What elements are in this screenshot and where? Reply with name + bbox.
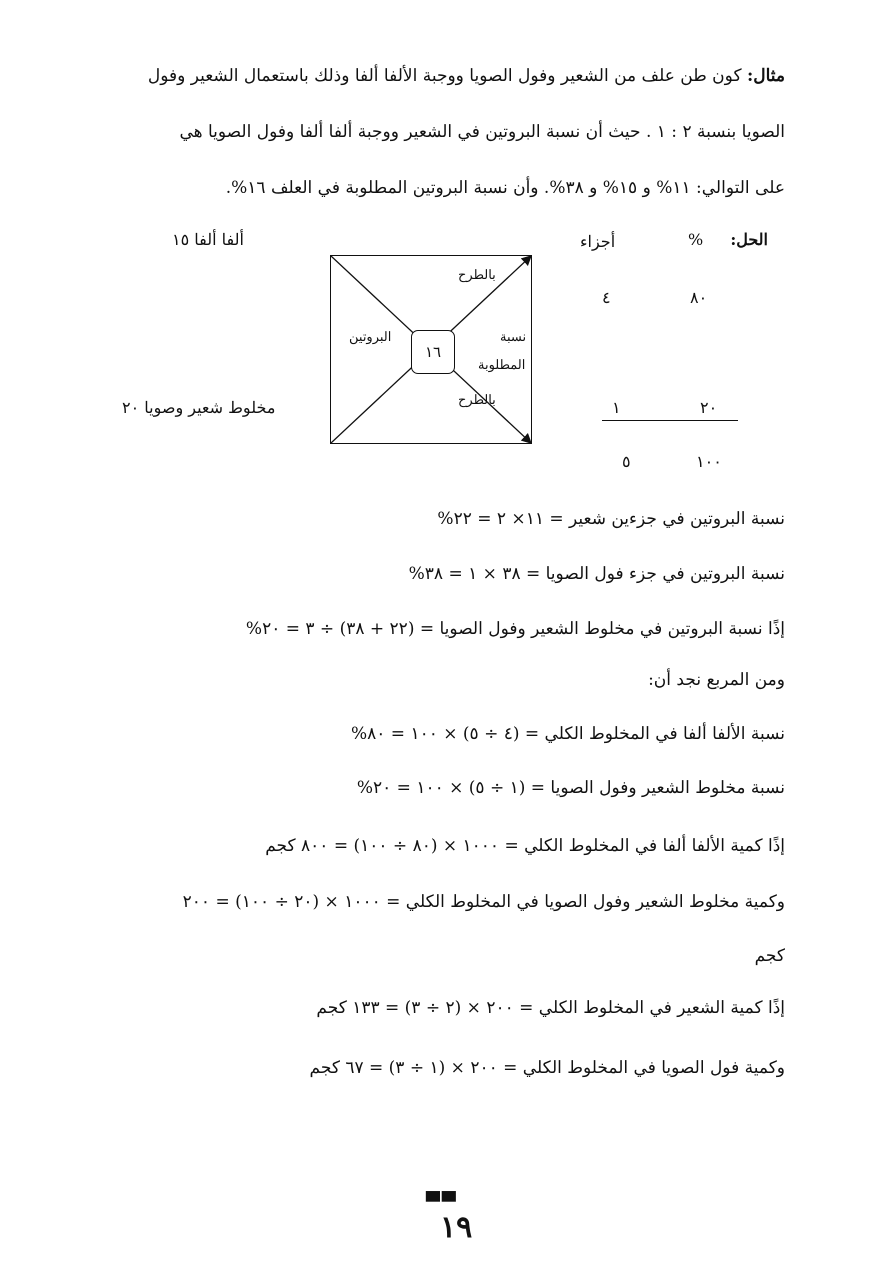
calc-line-2: نسبة البروتين في جزء فول الصويا = ٣٨ × ١ = ٣٨% <box>408 564 785 584</box>
total-parts: ٥ <box>622 452 631 471</box>
alfalfa-label: ألفا ألفا ١٥ <box>172 230 244 249</box>
total-percent: ١٠٠ <box>696 452 722 471</box>
calc-line-7: إذًا كمية الألفا ألفا في المخلوط الكلي = ١٠٠٠ × (٨٠ ÷ ١٠٠) = ٨٠٠ كجم <box>265 836 785 856</box>
sum-divider <box>602 420 738 421</box>
calc-line-3: إذًا نسبة البروتين في مخلوط الشعير وفول الصويا = (٢٢ + ٣٨) ÷ ٣ = ٢٠% <box>245 619 785 639</box>
example-line-3: على التوالي: ١١% و ١٥% و ٣٨%. وأن نسبة البروتين المطلوبة في العلف ١٦%. <box>225 178 785 198</box>
required-protein-box: ١٦ <box>411 330 455 374</box>
calc-line-6: نسبة مخلوط الشعير وفول الصويا = (١ ÷ ٥) × ١٠٠ = ٢٠% <box>356 778 785 798</box>
square-right-label-1: نسبة <box>500 330 527 345</box>
square-top-label: بالطرح <box>458 268 496 283</box>
calc-line-4: ومن المربع نجد أن: <box>648 670 785 690</box>
example-label: مثال: <box>746 66 785 86</box>
example-paragraph <box>80 58 785 226</box>
page-mark-icon: ▀▀ <box>426 1192 458 1213</box>
page-number: ١٩ <box>440 1210 473 1245</box>
row1-percent: ٨٠ <box>690 288 708 307</box>
mix-label: مخلوط شعير وصويا ٢٠ <box>122 398 276 417</box>
example-line-2: الصويا بنسبة ٢ : ١ . حيث أن نسبة البروتين في الشعير ووجبة ألفا ألفا وفول الصويا هي <box>179 122 785 142</box>
square-left-label: البروتين <box>349 330 392 345</box>
square-bottom-label: بالطرح <box>458 393 496 408</box>
row1-parts: ٤ <box>602 288 611 307</box>
column-parts-header: أجزاء <box>580 232 616 251</box>
row2-percent: ٢٠ <box>700 398 718 417</box>
row2-parts: ١ <box>612 398 621 417</box>
square-right-label-2: المطلوبة <box>478 358 526 373</box>
calc-line-8: وكمية مخلوط الشعير وفول الصويا في المخلوط الكلي = ١٠٠٠ × (٢٠ ÷ ١٠٠) = ٢٠٠ <box>182 892 785 912</box>
example-line-1: كون طن علف من الشعير وفول الصويا ووجبة الألفا ألفا وذلك باستعمال الشعير وفول <box>147 66 742 86</box>
calc-line-9: كجم <box>754 946 785 966</box>
calc-line-5: نسبة الألفا ألفا في المخلوط الكلي = (٤ ÷ ٥) × ١٠٠ = ٨٠% <box>350 724 785 744</box>
calc-line-11: وكمية فول الصويا في المخلوط الكلي = ٢٠٠ × (١ ÷ ٣) = ٦٧ كجم <box>309 1058 785 1078</box>
solution-label: الحل: <box>730 230 768 249</box>
calc-line-1: نسبة البروتين في جزءين شعير = ١١× ٢ = ٢٢% <box>437 509 785 529</box>
calc-line-10: إذًا كمية الشعير في المخلوط الكلي = ٢٠٠ × (٢ ÷ ٣) = ١٣٣ كجم <box>316 998 785 1018</box>
column-percent-header: % <box>688 230 704 249</box>
